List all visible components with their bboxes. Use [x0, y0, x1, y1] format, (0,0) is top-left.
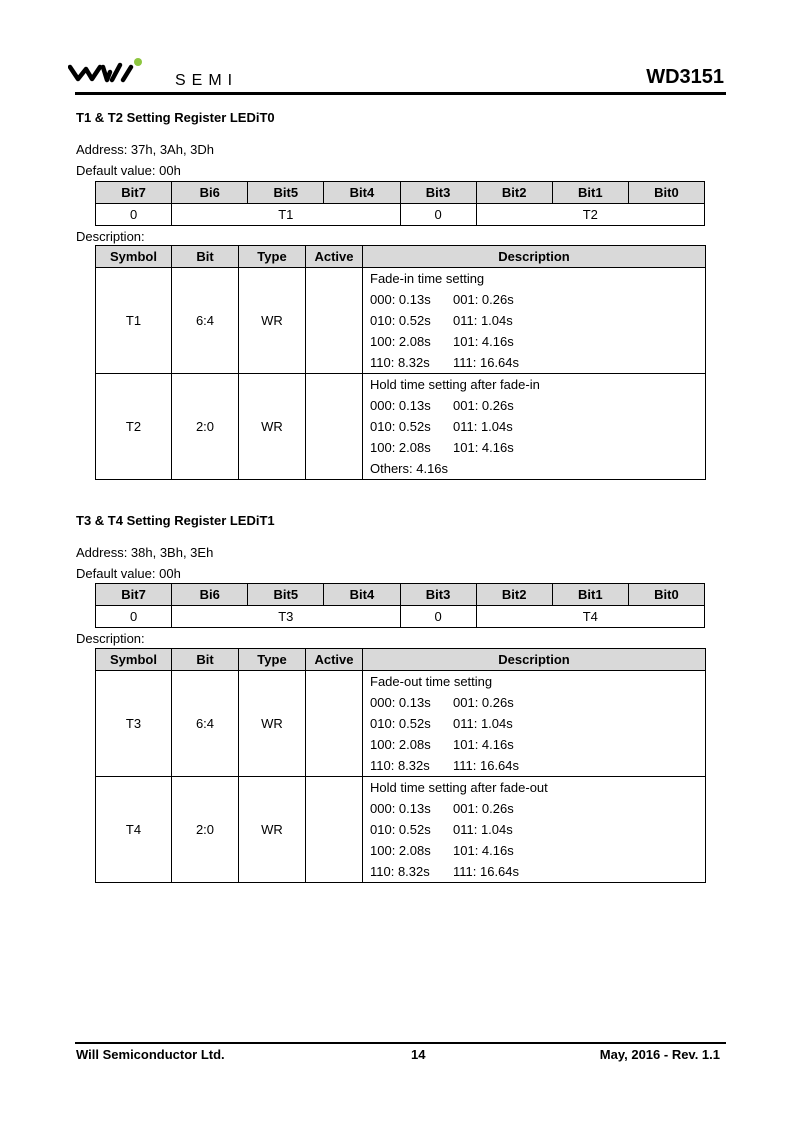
- bit-header: Bit2: [476, 584, 552, 606]
- desc-header: Type: [239, 246, 306, 268]
- symbol-cell: T4: [96, 777, 172, 883]
- company-logo: [68, 56, 253, 91]
- bit-header: Bi6: [172, 584, 248, 606]
- bit-value-row: [96, 606, 705, 628]
- active-cell: [306, 777, 363, 883]
- description-cell: [363, 374, 706, 480]
- setting-value: 111: 16.64s: [453, 758, 520, 773]
- symbol-cell: T3: [96, 671, 172, 777]
- bit-header: Bit1: [552, 584, 628, 606]
- table-row: [96, 374, 706, 480]
- setting-value: 101: 4.16s: [453, 737, 514, 752]
- symbol-cell: T2: [96, 374, 172, 480]
- bit-value: T3: [172, 606, 400, 628]
- table-row: [96, 268, 706, 374]
- setting-value: 100: 2.08s: [370, 843, 431, 858]
- type-cell: WR: [239, 374, 306, 480]
- bit-header: Bit7: [96, 182, 172, 204]
- section-title: T3 & T4 Setting Register LEDiT1: [76, 513, 275, 528]
- default-value-text: Default value: 00h: [76, 163, 181, 178]
- setting-value: 001: 0.26s: [453, 398, 514, 413]
- setting-value: 110: 8.32s: [370, 758, 430, 773]
- setting-value: 111: 16.64s: [453, 864, 520, 879]
- setting-value: 001: 0.26s: [453, 801, 514, 816]
- bit-header: Bit5: [248, 182, 324, 204]
- desc-header: Active: [306, 246, 363, 268]
- bit-value: 0: [400, 606, 476, 628]
- footer-company: Will Semiconductor Ltd.: [76, 1047, 225, 1062]
- footer-rule: [75, 1042, 726, 1044]
- description-cell: [363, 268, 706, 374]
- symbol-cell: T1: [96, 268, 172, 374]
- bit-value: 0: [96, 204, 172, 226]
- bit-cell: 2:0: [172, 777, 239, 883]
- description-text: Fade-out time setting: [370, 674, 493, 689]
- desc-header: Description: [363, 246, 706, 268]
- setting-value: 110: 8.32s: [370, 864, 430, 879]
- bit-header-row: [96, 182, 705, 204]
- logo-text: SEMI: [175, 72, 239, 88]
- setting-value: Others: 4.16s: [370, 461, 449, 476]
- section-title: T1 & T2 Setting Register LEDiT0: [76, 110, 275, 125]
- description-label: Description:: [76, 631, 145, 646]
- bit-map-table: [95, 181, 705, 226]
- setting-value: 100: 2.08s: [370, 737, 431, 752]
- active-cell: [306, 671, 363, 777]
- setting-value: 000: 0.13s: [370, 292, 431, 307]
- setting-value: 010: 0.52s: [370, 822, 431, 837]
- active-cell: [306, 374, 363, 480]
- desc-header: Type: [239, 649, 306, 671]
- description-text: Hold time setting after fade-in: [370, 377, 540, 392]
- bit-value: T1: [172, 204, 400, 226]
- footer-revision: May, 2016 - Rev. 1.1: [599, 1047, 720, 1062]
- desc-header: Active: [306, 649, 363, 671]
- setting-value: 111: 16.64s: [453, 355, 520, 370]
- setting-value: 110: 8.32s: [370, 355, 430, 370]
- bit-cell: 2:0: [172, 374, 239, 480]
- bit-header: Bi6: [172, 182, 248, 204]
- will-semi-logo-icon: [68, 56, 253, 88]
- bit-header-row: [96, 584, 705, 606]
- table-row: [96, 671, 706, 777]
- desc-header: Description: [363, 649, 706, 671]
- logo-dot: [134, 58, 142, 66]
- setting-value: 011: 1.04s: [453, 419, 513, 434]
- setting-value: 011: 1.04s: [453, 822, 513, 837]
- setting-value: 100: 2.08s: [370, 440, 431, 455]
- bit-header: Bit2: [476, 182, 552, 204]
- type-cell: WR: [239, 777, 306, 883]
- address-text: Address: 37h, 3Ah, 3Dh: [76, 142, 215, 157]
- bit-value: T2: [476, 204, 704, 226]
- table-row: [96, 777, 706, 883]
- bit-value: T4: [476, 606, 704, 628]
- bit-header: Bit3: [400, 182, 476, 204]
- bit-header: Bit7: [96, 584, 172, 606]
- setting-value: 010: 0.52s: [370, 313, 431, 328]
- desc-header: Bit: [172, 246, 239, 268]
- description-table: [95, 245, 706, 480]
- setting-value: 011: 1.04s: [453, 716, 513, 731]
- setting-value: 101: 4.16s: [453, 334, 514, 349]
- setting-value: 010: 0.52s: [370, 419, 431, 434]
- default-value-text: Default value: 00h: [76, 566, 181, 581]
- desc-header: Symbol: [96, 649, 172, 671]
- active-cell: [306, 268, 363, 374]
- setting-value: 001: 0.26s: [453, 292, 514, 307]
- header-rule: [75, 92, 726, 95]
- description-table: [95, 648, 706, 883]
- setting-value: 101: 4.16s: [453, 440, 514, 455]
- description-label: Description:: [76, 229, 145, 244]
- address-text: Address: 38h, 3Bh, 3Eh: [76, 545, 214, 560]
- type-cell: WR: [239, 268, 306, 374]
- description-text: Fade-in time setting: [370, 271, 485, 286]
- desc-header-row: [96, 246, 706, 268]
- bit-value: 0: [96, 606, 172, 628]
- bit-map-table: [95, 583, 705, 628]
- bit-header: Bit1: [552, 182, 628, 204]
- desc-header-row: [96, 649, 706, 671]
- setting-value: 011: 1.04s: [453, 313, 513, 328]
- desc-header: Symbol: [96, 246, 172, 268]
- bit-header: Bit3: [400, 584, 476, 606]
- description-cell: [363, 671, 706, 777]
- bit-header: Bit4: [324, 182, 400, 204]
- bit-header: Bit0: [628, 584, 704, 606]
- setting-value: 000: 0.13s: [370, 695, 431, 710]
- description-cell: [363, 777, 706, 883]
- part-number: WD3151: [646, 66, 724, 88]
- bit-header: Bit4: [324, 584, 400, 606]
- description-text: Hold time setting after fade-out: [370, 780, 548, 795]
- page-number: 14: [411, 1047, 426, 1062]
- bit-cell: 6:4: [172, 268, 239, 374]
- bit-cell: 6:4: [172, 671, 239, 777]
- bit-header: Bit0: [628, 182, 704, 204]
- setting-value: 101: 4.16s: [453, 843, 514, 858]
- desc-header: Bit: [172, 649, 239, 671]
- type-cell: WR: [239, 671, 306, 777]
- setting-value: 010: 0.52s: [370, 716, 431, 731]
- setting-value: 000: 0.13s: [370, 801, 431, 816]
- setting-value: 100: 2.08s: [370, 334, 431, 349]
- bit-value-row: [96, 204, 705, 226]
- bit-header: Bit5: [248, 584, 324, 606]
- setting-value: 000: 0.13s: [370, 398, 431, 413]
- setting-value: 001: 0.26s: [453, 695, 514, 710]
- bit-value: 0: [400, 204, 476, 226]
